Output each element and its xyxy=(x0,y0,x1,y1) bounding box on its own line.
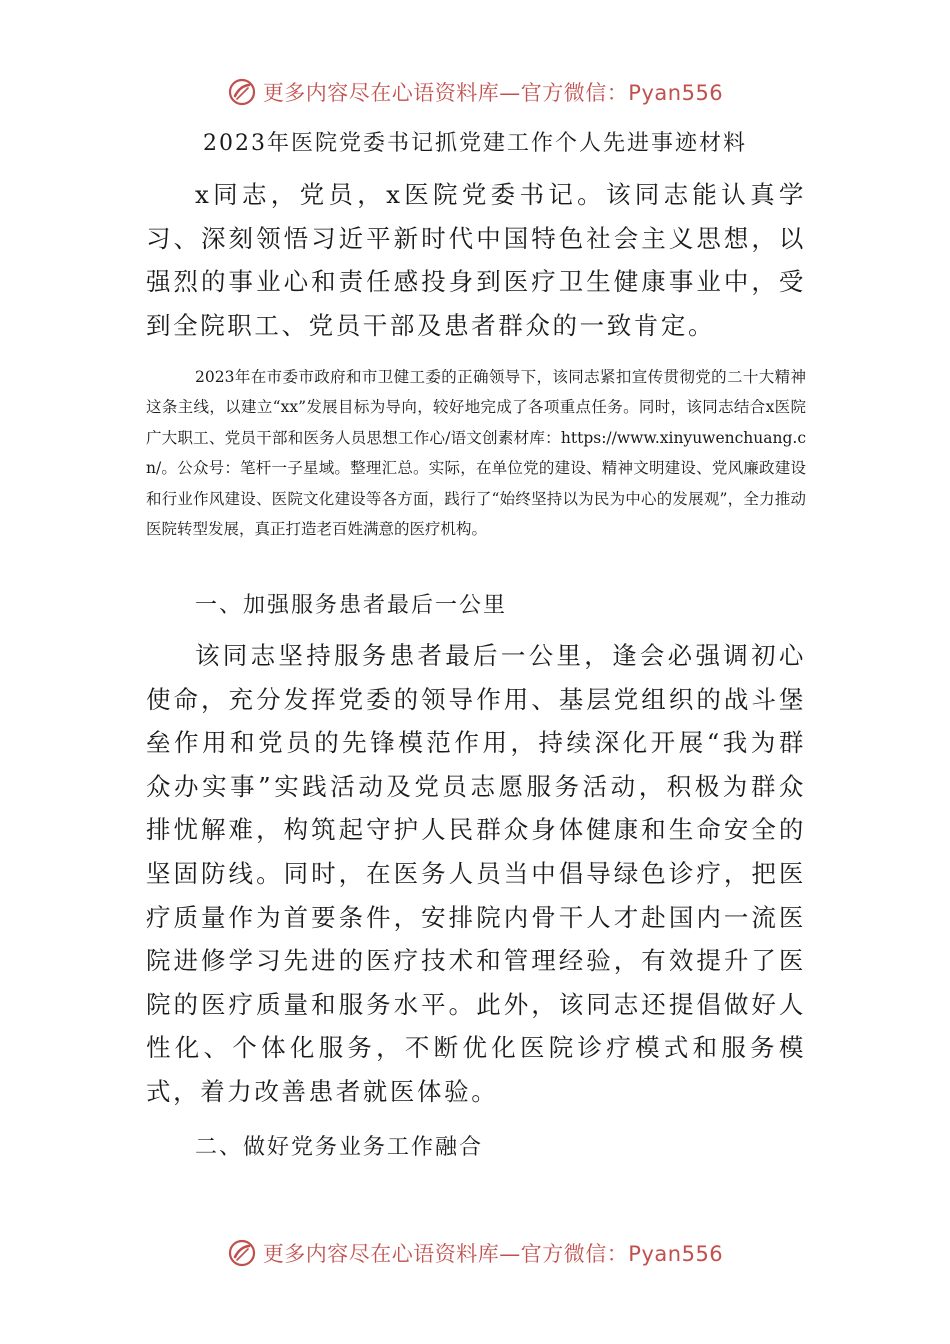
watermark-text: 更多内容尽在心语资料库—官方微信：Pyan556 xyxy=(262,81,724,105)
brand-logo-icon xyxy=(227,77,257,107)
watermark-text: 更多内容尽在心语资料库—官方微信：Pyan556 xyxy=(262,1242,724,1266)
intro-paragraph: x同志，党员，x医院党委书记。该同志能认真学习、深刻领悟习近平新时代中国特色社会主义思想，以强烈的事业心和责任感投身到医疗卫生健康事业中，受到全院职工、党员干部及患者群众的一致肯定。 xyxy=(146,180,806,340)
section-heading-1: 一、加强服务患者最后一公里 xyxy=(195,593,508,618)
watermark-banner-top xyxy=(0,72,950,112)
watermark-banner-bottom xyxy=(0,1233,950,1273)
section-body-1: 该同志坚持服务患者最后一公里，逢会必强调初心使命，充分发挥党委的领导作用、基层党组织的战斗堡垒作用和党员的先锋模范作用，持续深化开展“我为群众办实事”实践活动及党员志愿服务活动，积极为群众排忧解难，构筑起守护人民群众身体健康和生命安全的坚固防线。同时，在医务人员当中倡导绿色诊疗，把医疗质量作为首要条件，安排院内骨干人才赴国内一流医院进修学习先进的医疗技术和管理经验，有效提升了医院的医疗质量和服务水平。此外，该同志还提倡做好人性化、个体化服务，不断优化医院诊疗模式和服务模式，着力改善患者就医体验。 xyxy=(146,641,806,1106)
document-title: 2023年医院党委书记抓党建工作个人先进事迹材料 xyxy=(203,131,747,156)
section-heading-2: 二、做好党务业务工作融合 xyxy=(195,1135,484,1160)
summary-paragraph: 2023年在市委市政府和市卫健工委的正确领导下，该同志紧扣宣传贯彻党的二十大精神这条主线，以建立“xx”发展目标为导向，较好地完成了各项重点任务。同时，该同志结合x医院广大职工、党员干部和医务人员思想工作心/语文创素材库：https://www.xinyuwenchuang.cn/。公众号：笔杆一子星域。整理汇总。实际，在单位党的建设、精神文明建设、党风廉政建设和行业作风建设、医院文化建设等各方面，践行了“始终坚持以为民为中心的发展观”，全力推动医院转型发展，真正打造老百姓满意的医疗机构。 xyxy=(146,368,806,539)
brand-logo-icon xyxy=(227,1238,257,1268)
